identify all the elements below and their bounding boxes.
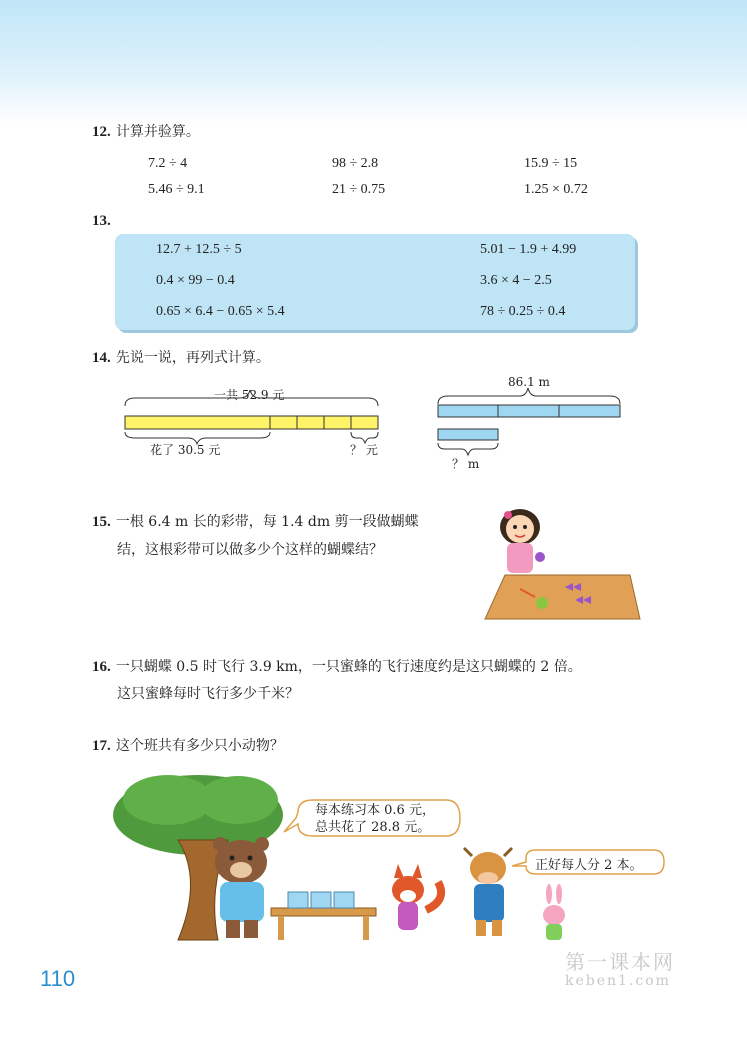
question-text: 这只蜜蜂每时飞行多少千米？: [117, 686, 299, 702]
label-total-money: 一共 52.9 元: [214, 388, 285, 402]
bar-long: [438, 405, 620, 417]
question-number: 13.: [92, 213, 111, 229]
expression: 5.01 − 1.9 + 4.99: [480, 242, 577, 257]
expression: 5.46 ÷ 9.1: [148, 182, 205, 197]
question-text: 一只蝴蝶 0.5 时飞行 3.9 km，一只蜜蜂的飞行速度约是这只蝴蝶的 2 倍。: [115, 659, 582, 675]
expression: 15.9 ÷ 15: [524, 156, 578, 171]
question-text: 这个班共有多少只小动物？: [115, 738, 284, 754]
bubble-line: 正好每人分 2 本。: [535, 858, 643, 873]
page-number: 110: [40, 966, 76, 991]
question-14: [92, 347, 270, 367]
question-number: 17.: [92, 738, 111, 754]
question-text: 先说一说，再列式计算。: [115, 350, 270, 366]
expression: 1.25 × 0.72: [524, 182, 588, 197]
expression: 98 ÷ 2.8: [332, 156, 379, 171]
expression: 0.4 × 99 − 0.4: [156, 273, 235, 288]
bar-short: [438, 429, 498, 440]
label-spent: 花了 30.5 元: [150, 443, 221, 457]
question-number: 15.: [92, 514, 111, 530]
label-unknown-length: ？ m: [452, 457, 480, 471]
girl-crafting-illustration: [480, 505, 645, 623]
expression: 3.6 × 4 − 2.5: [480, 273, 552, 288]
question-text: 结，这根彩带可以做多少个这样的蝴蝶结？: [117, 542, 383, 558]
expression: 12.7 + 12.5 ÷ 5: [156, 242, 242, 257]
header-band: [0, 0, 747, 125]
label-unknown-money: ？ 元: [350, 443, 378, 457]
question-text: 一根 6.4 m 长的彩带，每 1.4 dm 剪一段做蝴蝶: [115, 514, 419, 530]
bubble-line: 总共花了 28.8 元。: [315, 820, 431, 835]
question-12: [92, 121, 200, 141]
segment-diagrams: [110, 380, 650, 475]
question-number: 16.: [92, 659, 111, 675]
question-number: 14.: [92, 350, 111, 366]
expression: 0.65 × 6.4 − 0.65 × 5.4: [156, 304, 285, 319]
question-15: [92, 511, 419, 531]
watermark: 第一课本网: [565, 950, 675, 974]
bubble-line: 每本练习本 0.6 元，: [315, 803, 435, 818]
question-17: [92, 735, 284, 755]
label-total-length: 86.1 m: [508, 375, 550, 389]
expression: 78 ÷ 0.25 ÷ 0.4: [480, 304, 566, 319]
expression: 7.2 ÷ 4: [148, 156, 188, 171]
watermark-url: keben1.com: [565, 973, 671, 989]
question-number: 12.: [92, 124, 111, 140]
bar-left: [125, 416, 378, 429]
brace-short: [438, 443, 498, 455]
question-16: [92, 656, 582, 676]
expression: 21 ÷ 0.75: [332, 182, 386, 197]
question-text: 计算并验算。: [115, 124, 200, 140]
brace-total: [438, 388, 620, 404]
